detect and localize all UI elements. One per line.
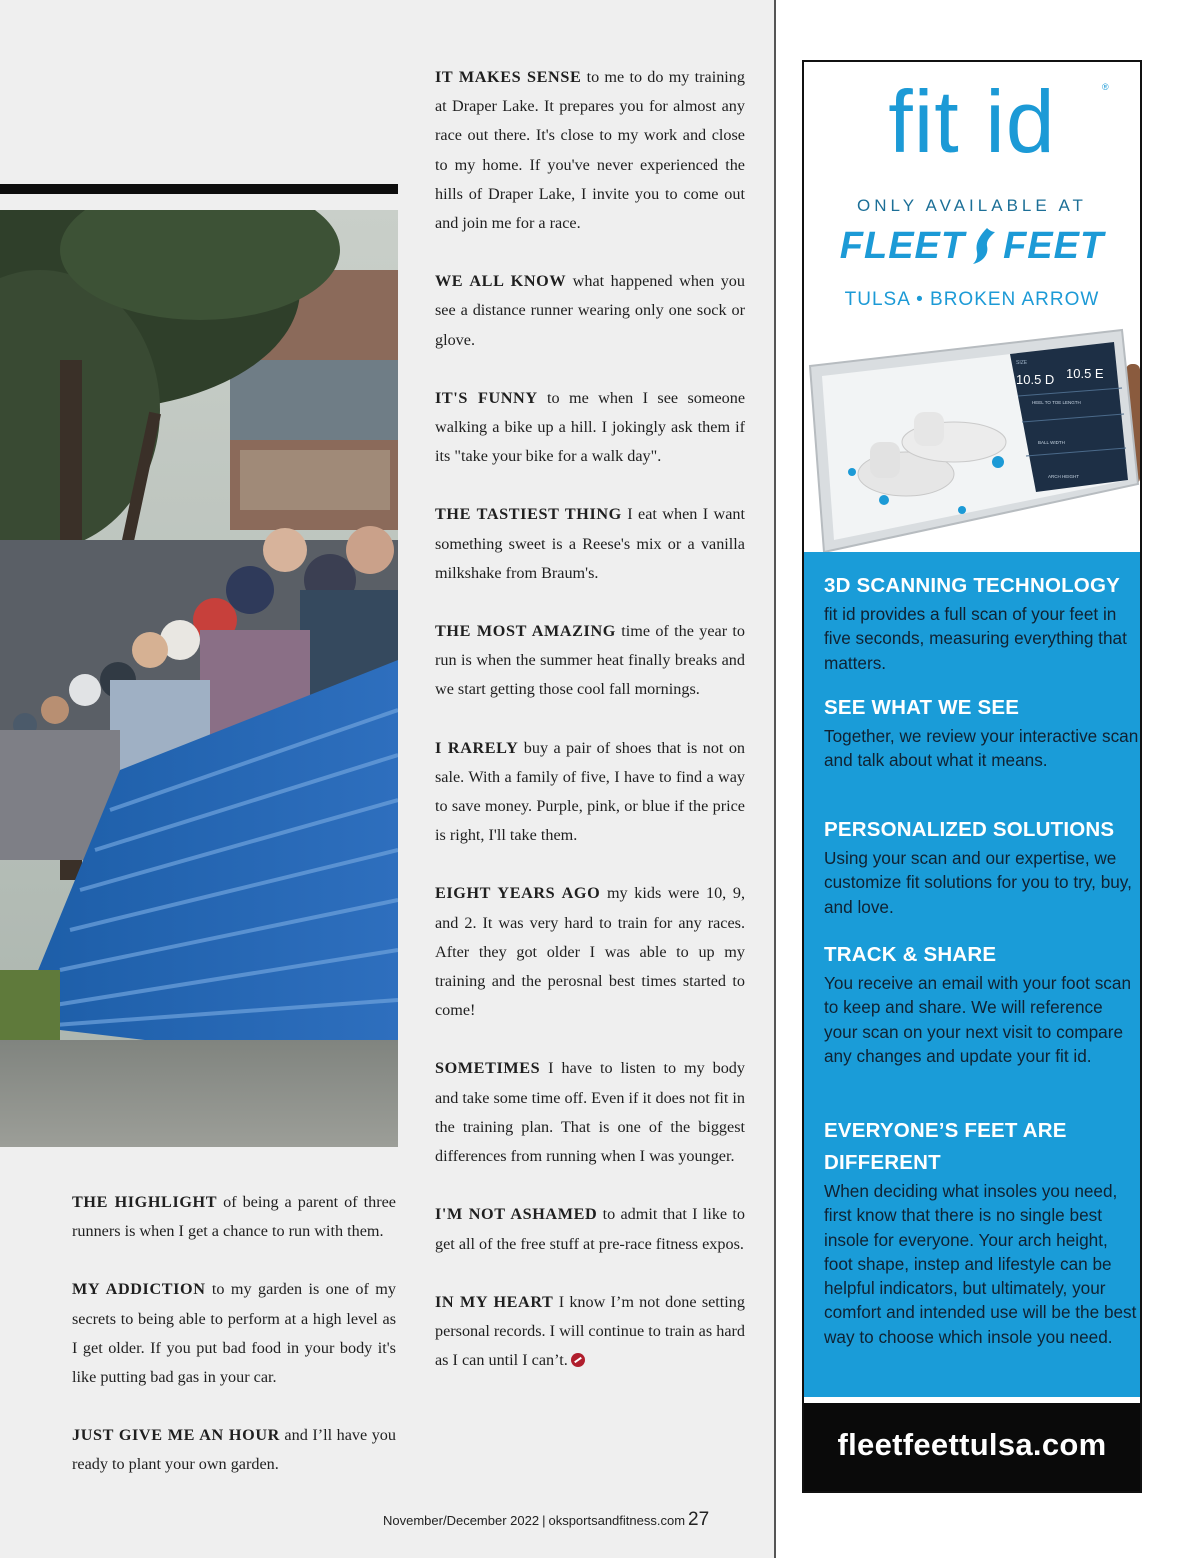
paragraph-text: to me when I see someone walking a bike up a hill. I jokingly ask them if its "take your bike for a walk day". — [435, 388, 746, 466]
paragraph-lead: EIGHT YEARS AGO — [435, 884, 601, 903]
footer-separator: | — [542, 1513, 546, 1528]
feature-body: You receive an email with your foot scan to keep and share. We will reference your scan on your next visit to compare any changes and update your fit id. — [824, 973, 1131, 1066]
paragraph-lead: JUST GIVE ME AN HOUR — [72, 1426, 280, 1445]
feature-personalized — [824, 814, 1140, 919]
feature-everyones-feet — [824, 1115, 1140, 1349]
paragraph — [435, 384, 745, 472]
paragraph — [435, 1200, 745, 1258]
feature-body: When deciding what insoles you need, first know that there is no single best insole for everyone. Your arch height, foot shape, instep and lifestyle can be helpful indicators, but ultimately, your comfort and intended use will be the best way to choose which insole you need. — [824, 1181, 1137, 1347]
feature-heading: EVERYONE’S FEET ARE DIFFERENT — [824, 1119, 1067, 1174]
fleet-feet-logo — [804, 225, 1140, 268]
feature-body: Together, we review your interactive scan and talk about what it means. — [824, 726, 1139, 771]
page-gutter-divider — [774, 0, 776, 1558]
registered-mark: ® — [1102, 82, 1109, 92]
paragraph — [72, 1188, 396, 1246]
decorative-black-bar — [0, 184, 398, 194]
paragraph-lead: I RARELY — [435, 738, 519, 757]
foot-scan-tablet-image — [804, 324, 1140, 554]
paragraph-lead: IN MY HEART — [435, 1292, 554, 1311]
tablet-size-label: SIZE — [1016, 360, 1028, 366]
store-name-right: FEET — [1003, 225, 1105, 267]
feature-see-what-we-see — [824, 692, 1140, 773]
fleet-feet-advertisement[interactable] — [802, 60, 1142, 1493]
website-link[interactable]: oksportsandfitness.com — [548, 1513, 686, 1528]
left-text-column — [72, 1188, 396, 1509]
tablet-metric-2: BALL WIDTH — [1038, 440, 1065, 445]
paragraph-lead: THE TASTIEST THING — [435, 505, 622, 524]
paragraph — [435, 267, 745, 355]
middle-text-column — [435, 63, 745, 1404]
page-number: 27 — [688, 1509, 710, 1530]
paragraph-lead: I'M NOT ASHAMED — [435, 1205, 598, 1224]
end-of-article-icon — [571, 1353, 585, 1367]
paragraph-text: time of the year to run is when the summer heat finally breaks and we start getting those cool fall mornings. — [435, 622, 745, 699]
paragraph — [435, 500, 745, 588]
feature-body: Using your scan and our expertise, we customize fit solutions for you to try, buy, and love. — [824, 848, 1132, 917]
paragraph-lead: SOMETIMES — [435, 1059, 541, 1078]
feature-heading: 3D SCANNING TECHNOLOGY — [824, 574, 1120, 597]
feature-track-share — [824, 939, 1140, 1068]
feature-heading: PERSONALIZED SOLUTIONS — [824, 818, 1115, 841]
feature-heading: TRACK & SHARE — [824, 943, 997, 966]
paragraph-text: what happened when you see a distance runner wearing only one sock or glove. — [435, 272, 745, 349]
paragraph — [435, 879, 745, 1025]
flame-icon — [971, 226, 997, 266]
paragraph-text: to admit that I like to get all of the free stuff at pre-race fitness expos. — [435, 1205, 745, 1253]
paragraph — [435, 1054, 745, 1171]
store-locations: TULSA • BROKEN ARROW — [844, 289, 1100, 310]
paragraph — [72, 1421, 396, 1479]
paragraph — [72, 1275, 396, 1392]
paragraph-text: and I’ll have you ready to plant your own garden. — [72, 1426, 396, 1474]
paragraph — [435, 734, 745, 851]
availability-text: ONLY AVAILABLE AT — [857, 196, 1087, 215]
paragraph-lead: WE ALL KNOW — [435, 272, 567, 291]
paragraph-text: I eat when I want something sweet is a Reese's mix or a vanilla milkshake from Braum's. — [435, 505, 745, 582]
tablet-metric-1: HEEL TO TOE LENGTH — [1032, 400, 1081, 405]
feature-scanning — [824, 570, 1140, 675]
paragraph-text: to my garden is one of my secrets to being able to perform at a high level as I get older. If you put bad food in your body it's like putting bad gas in your car. — [72, 1280, 396, 1387]
paragraph-text: of being a parent of three runners is when I get a chance to run with them. — [72, 1193, 396, 1241]
paragraph-lead: IT MAKES SENSE — [435, 68, 582, 86]
store-website-link[interactable]: fleetfeettulsa.com — [837, 1427, 1107, 1462]
store-name-left: FLEET — [839, 225, 966, 267]
paragraph-text: I have to listen to my body and take some time off. Even if it does not fit in the training plan. That is one of the biggest differences from running when I was younger. — [435, 1059, 745, 1166]
paragraph-text: my kids were 10, 9, and 2. It was very hard to train for any races. After they got older I was able to up my training and the perosnal best times started to come! — [435, 884, 745, 1020]
paragraph-lead: IT'S FUNNY — [435, 388, 538, 407]
tablet-metric-3: ARCH HEIGHT — [1048, 474, 1080, 479]
tablet-size-left: 10.5 D — [1016, 372, 1055, 387]
paragraph-text: buy a pair of shoes that is not on sale. With a family of five, I have to find a way to save money. Purple, pink, or blue if the price is right, I'll take them. — [435, 738, 746, 845]
issue-date: November/December 2022 — [383, 1513, 540, 1528]
paragraph — [435, 1288, 745, 1376]
paragraph-lead: MY ADDICTION — [72, 1280, 206, 1299]
paragraph — [435, 63, 745, 238]
fit-id-logo: fit id — [888, 72, 1056, 171]
paragraph-text: to me to do my training at Draper Lake. It prepares you for almost any race out there. It's close to my work and close to my home. If you've never experienced the hills of Draper Lake, I invite you to come out and join me for a race. — [435, 68, 745, 233]
paragraph — [435, 617, 745, 705]
feature-body: fit id provides a full scan of your feet in five seconds, measuring everything that matters. — [824, 604, 1127, 673]
paragraph-text: I know I’m not done setting personal records. I will continue to train as hard as I can until I can’t. — [435, 1292, 745, 1370]
race-spectators-photo — [0, 210, 398, 1147]
paragraph-lead: THE HIGHLIGHT — [72, 1193, 218, 1211]
paragraph-lead: THE MOST AMAZING — [435, 622, 616, 641]
page-footer — [383, 1509, 745, 1531]
feature-heading: SEE WHAT WE SEE — [824, 696, 1020, 719]
tablet-size-right: 10.5 E — [1066, 366, 1104, 381]
